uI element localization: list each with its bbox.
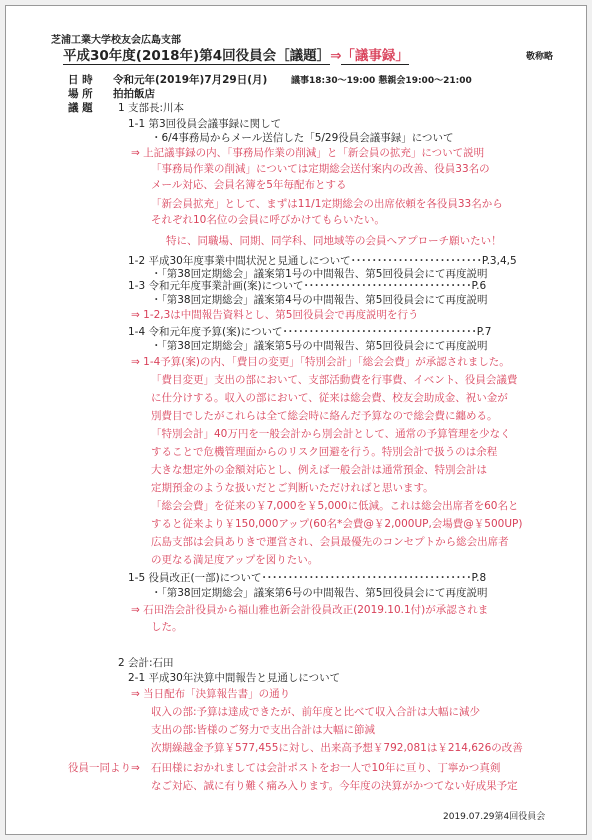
item-1-1-bullet: ・6/4事務局からメール送信した「5/29役員会議事録」について <box>151 132 454 144</box>
section1-heading: 1 支部長:川本 <box>118 102 185 114</box>
item-1-4-note-6: 大きな想定外の金額対応とし、例えば一般会計は通常預金、特別会計は <box>151 464 487 476</box>
date-label: 日 時 <box>68 74 93 86</box>
item-1-2-title: 1-2 平成30年度事業中間状況と見通しについて･････････････････････････P.3,4,5 <box>128 255 517 267</box>
item-1-1-note-5: 特に、同職場、同期、同学科、同地域等の会員へアプローチ願いたい！ <box>166 235 502 247</box>
item-1-5-note-1: した。 <box>151 621 183 633</box>
item-1-1-note-1: 「事務局作業の削減」については定期総会送付案内の改善、役員33名の <box>151 163 490 175</box>
date-times: 議事18:30～19:00 懇親会19:00～21:00 <box>291 76 472 86</box>
item-1-4-note-5: することで危機管理面からのリスク回避を行う。特別会計で扱うのは余程 <box>151 446 498 458</box>
section2-heading: 2 会計:石田 <box>118 657 174 669</box>
item-1-1-note-0: ⇒ 上記議事録の内、「事務局作業の削減」と「新会員の拡充」について説明 <box>131 147 485 159</box>
item-1-4-note-11: の更なる満足度アップを図りたい。 <box>151 554 319 566</box>
closing-label: 役員一同より⇒ <box>68 762 140 774</box>
item-2-1-note-2: 支出の部:皆様のご努力で支出合計は大幅に節減 <box>151 724 376 736</box>
item-1-1-title: 1-1 第3回役員会議事録に関して <box>128 118 282 130</box>
item-1-2-bullet: ・「第38回定期総会」議案第1号の中間報告、第5回役員会にて再度説明 <box>151 268 488 280</box>
organization-name: 芝浦工業大学校友会広島支部 <box>51 35 181 46</box>
item-1-3-title: 1-3 令和元年度事業計画(案)について････････････････････････････････P.6 <box>128 280 487 292</box>
item-1-4-title: 1-4 令和元年度予算(案)について･････････････････････････････････････P.7 <box>128 326 492 338</box>
document-title <box>63 48 409 66</box>
item-1-4-note-0: ⇒ 1-4予算(案)の内、「費目の変更」「特別会計」「総会会費」が承認されました。 <box>131 356 510 368</box>
item-1-1-note-2: メール対応、会員名簿を5年毎配布とする <box>151 179 347 191</box>
item-1-1-note-3: 「新会員拡充」として、まずは11/1定期総会の出席依頼を各役員33名から <box>151 198 503 210</box>
item-1-4-note-4: 「特別会計」40万円を一般会計から別会計として、通常の予算管理を少なく <box>151 428 511 440</box>
item-1-3-note: ⇒ 1-2,3は中間報告資料とし、第5回役員会で再度説明を行う <box>131 309 419 321</box>
item-1-1-note-4: それぞれ10名位の会員に呼びかけてもらいたい。 <box>151 214 385 226</box>
place-value: 拍拍飯店 <box>113 88 155 100</box>
item-1-4-note-7: 定期預金のような扱いだとご判断いただければと思います。 <box>151 482 434 494</box>
item-2-1-note-1: 収入の部:予算は達成できたが、前年度と比べて収入合計は大幅に減少 <box>151 706 481 718</box>
title-main: 平成30年度(2018年)第4回役員会［議題］ <box>63 48 331 64</box>
item-1-5-note-0: ⇒ 石田浩会計役員から福山雅也新会計役員改正(2019.10.1付)が承認されま <box>131 604 489 616</box>
item-1-4-bullet: ・「第38回定期総会」議案第5号の中間報告、第5回役員会にて再度説明 <box>151 340 488 352</box>
closing-line-1: なご対応、誠に有り難く痛み入ります。今年度の決算がかつてない好成果予定 <box>151 780 518 792</box>
item-1-4-note-3: 別費目でしたがこれらは全て総会時に絡んだ予算なので総会費に纏める。 <box>151 410 498 422</box>
item-2-1-note-3: 次期繰越金予算￥577,455に対し、出来高予想￥792,081は￥214,626の改善 <box>151 742 523 754</box>
item-1-5-bullet: ・「第38回定期総会」議案第6号の中間報告、第5回役員会にて再度説明 <box>151 587 488 599</box>
place-label: 場 所 <box>68 88 93 100</box>
item-2-1-note-0: ⇒ 当日配布「決算報告書」の通り <box>131 688 291 700</box>
title-minutes: 「議事録」 <box>341 48 409 64</box>
date-value: 令和元年(2019年)7月29日(月) <box>113 74 268 86</box>
item-1-4-note-2: に仕分けする。収入の部において、従来は総会費、校友会助成金、祝い金が <box>151 392 508 404</box>
item-1-4-note-10: 広島支部は会員ありきで運営され、会員最優先のコンセプトから総会出席者 <box>151 536 509 548</box>
closing-line-0: 石田様におかれましては会計ポストをお一人で10年に亘り、丁寧かつ真剣 <box>151 762 501 774</box>
item-1-4-note-9: すると従来より￥150,000アップ(60名*会費@￥2,000UP,会場費@￥500UP) <box>151 518 523 530</box>
agenda-label: 議 題 <box>68 102 93 114</box>
footer-text: 2019.07.29第4回役員会 <box>443 812 546 822</box>
item-1-4-note-1: 「費目変更」支出の部において、支部活動費を行事費、イベント、役員会議費 <box>151 374 518 386</box>
item-1-3-bullet: ・「第38回定期総会」議案第4号の中間報告、第5回役員会にて再度説明 <box>151 294 488 306</box>
title-arrow: ⇒ <box>330 48 342 64</box>
item-2-1-title: 2-1 平成30年決算中間報告と見通しについて <box>128 672 341 684</box>
item-1-5-title: 1-5 役員改正(一部)について････････････････････････････････････････P.8 <box>128 572 487 584</box>
honorific-note: 敬称略 <box>526 52 554 62</box>
item-1-4-note-8: 「総会会費」を従来の￥7,000を￥5,000に低減。これは総会出席者を60名と <box>151 500 519 512</box>
document-page <box>5 5 587 835</box>
